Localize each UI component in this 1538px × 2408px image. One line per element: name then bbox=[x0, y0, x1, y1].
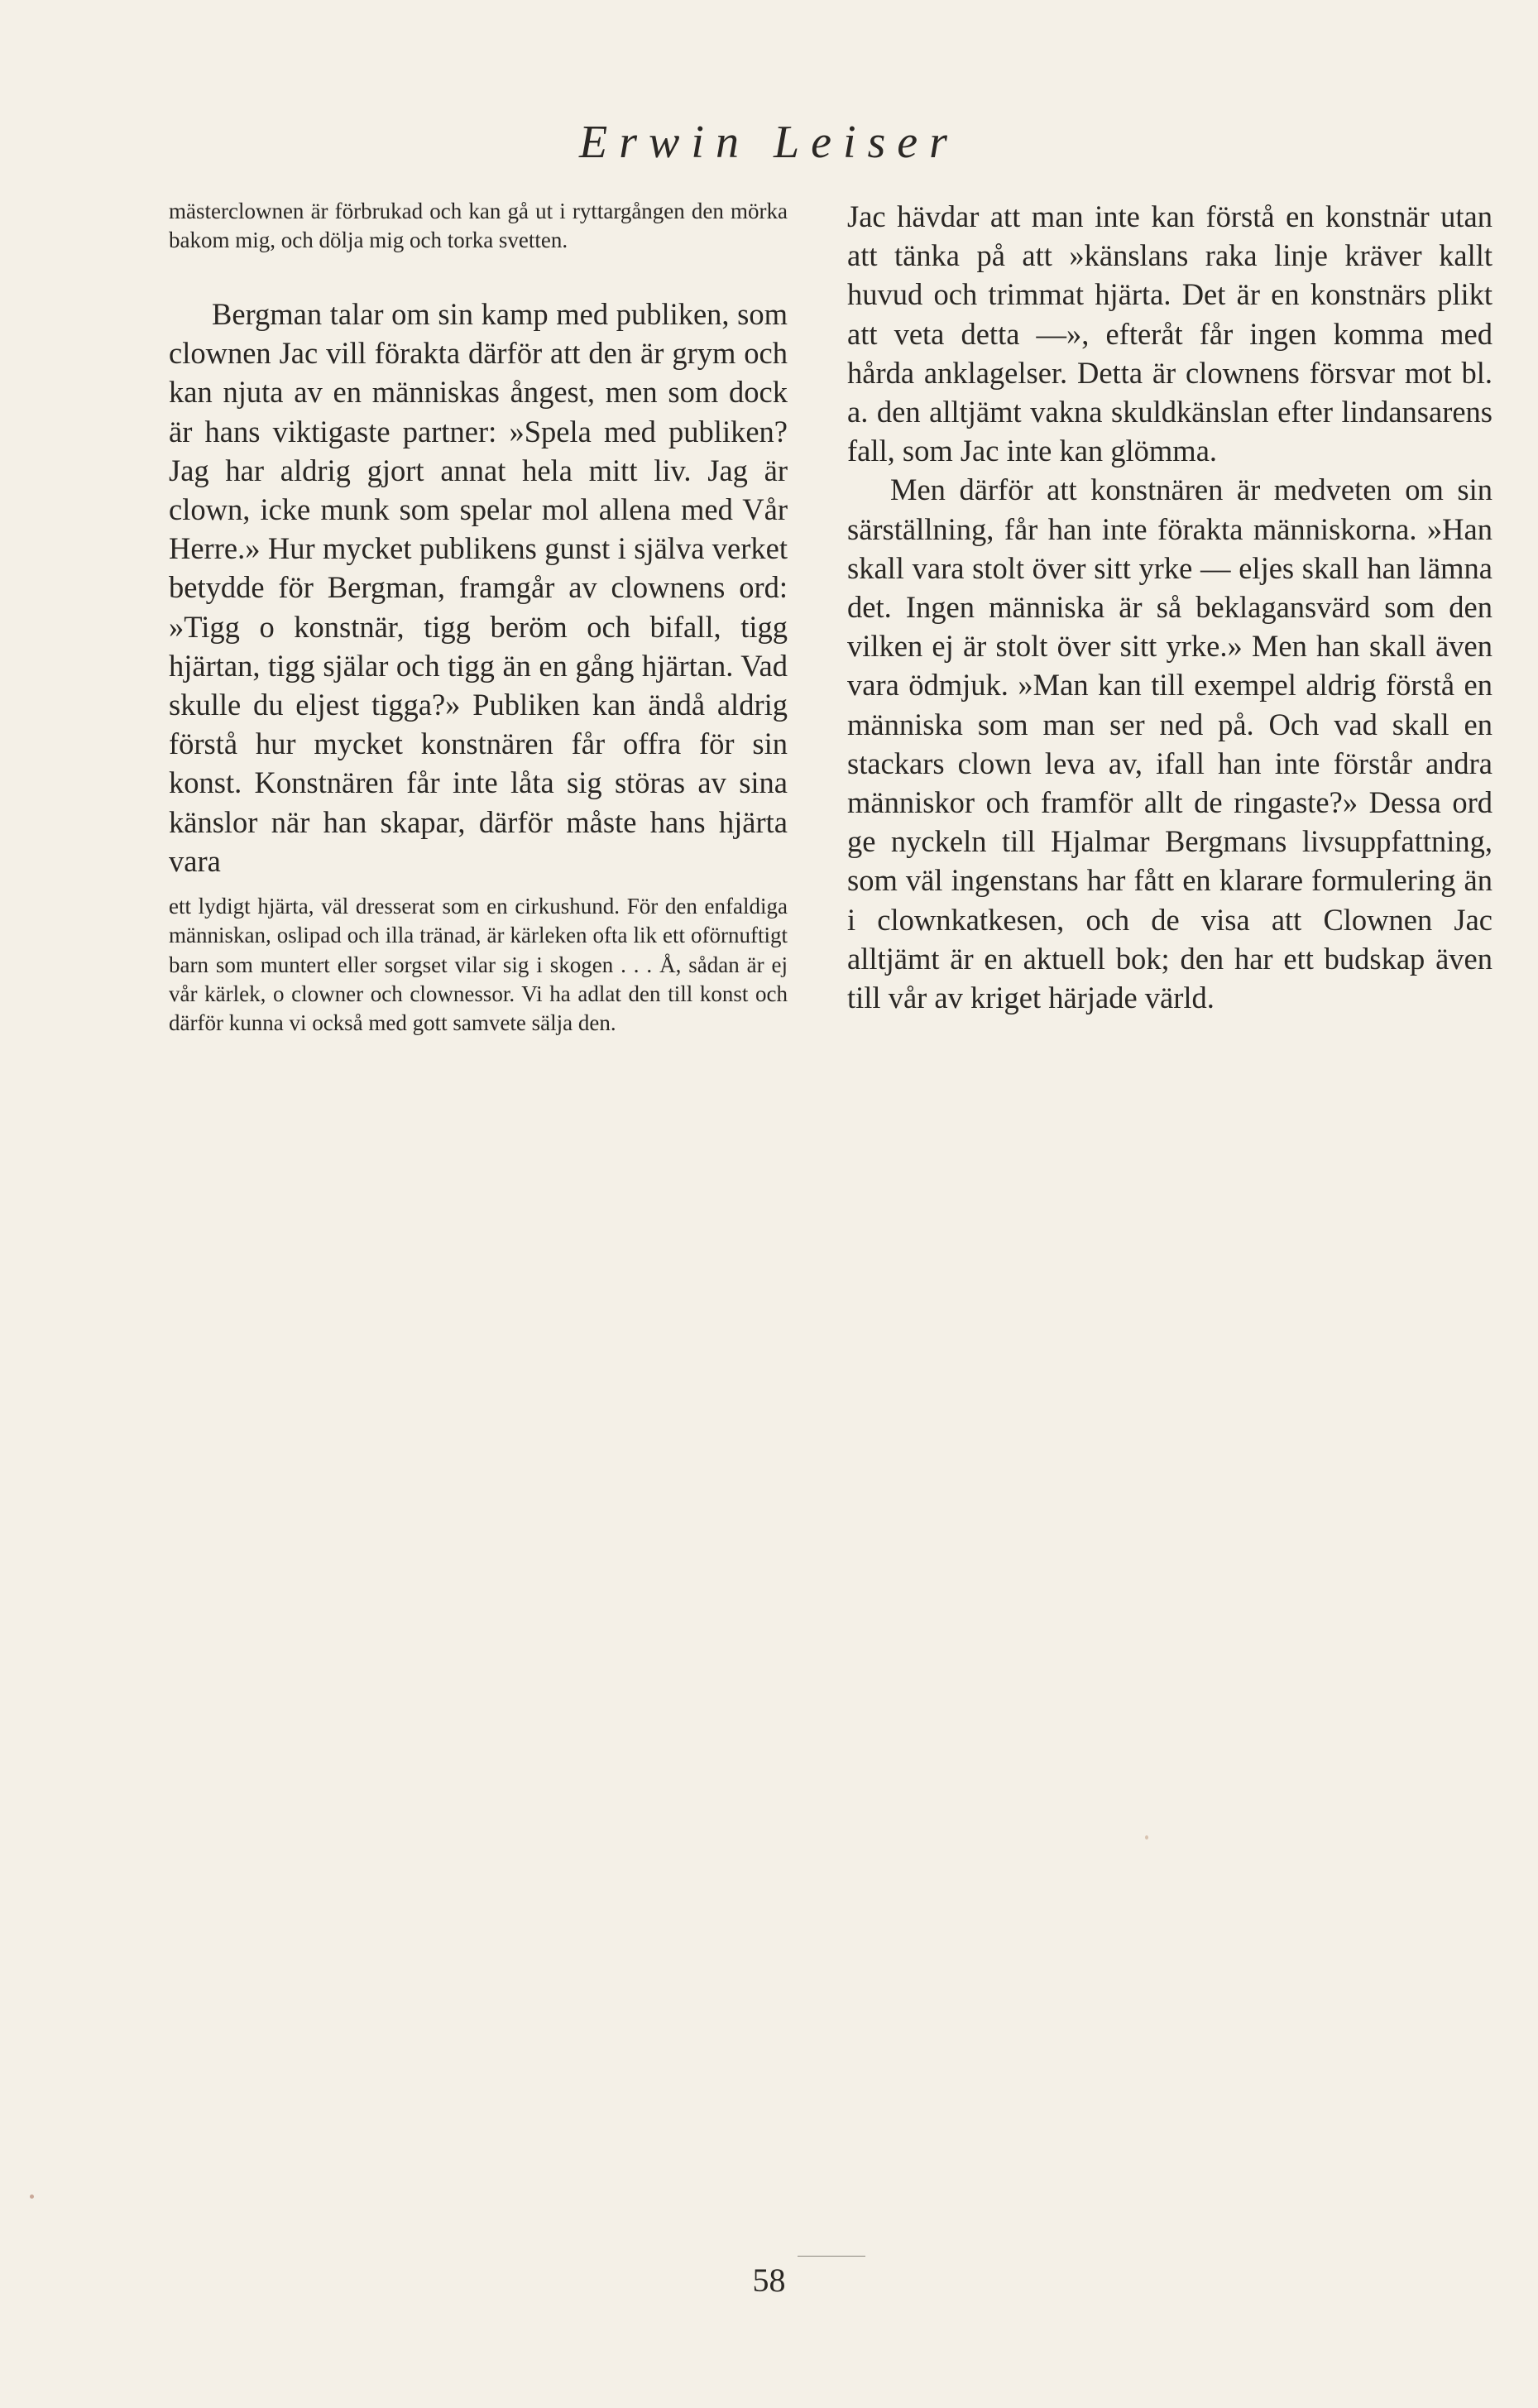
page-number-rule bbox=[798, 2256, 865, 2257]
paper-speck bbox=[30, 2195, 34, 2199]
quote-small-text: ett lydigt hjärta, väl dresserat som en cirkushund. För den enfaldiga människan, oslipad och illa tränad, är kärleken ofta lik ett oförnuftigt barn som muntert eller sorgset vilar sig i skogen . . . Å, sådan är ej vår kärlek, o clowner och clownessor. Vi ha adlat den till konst och därför kunna vi också med gott samvete sälja den. bbox=[169, 894, 788, 1036]
left-column bbox=[169, 197, 788, 1039]
paragraph-bergman-publiken: Bergman talar om sin kamp med publiken, som clownen Jac vill förakta därför att den är grym och kan njuta av en människas ångest, men som dock är hans viktigaste partner: »Spela med publiken? Jag har aldrig gjort annat hela mitt liv. Jag är clown, icke munk som spelar mol allena med Vår Herre.» Hur mycket publikens gunst i själva verket betydde för Bergman, framgår av clownens ord: »Tigg o konstnär, tigg beröm och bifall, tigg hjärtan, tigg själar och tigg än en gång hjärtan. Vad skulle du eljest tigga?» Publiken kan ändå aldrig förstå hur mycket konstnären får offra för sin konst. Konstnären får inte låta sig störas av sina känslor när han skapar, därför måste hans hjärta vara bbox=[169, 297, 788, 878]
running-head: Erwin Leiser bbox=[579, 117, 959, 168]
paragraph-jac-havdar: Jac hävdar att man inte kan förstå en konstnär utan att tänka på att »känslans raka linje kräver kallt huvud och trimmat hjärta. Det är en konstnärs plikt att veta detta —», efteråt får ingen komma med hårda anklagelser. Detta är clownens försvar mot bl. a. den alltjämt vakna skuldkänslan efter lindansarens fall, som Jac inte kan glömma. bbox=[847, 199, 1492, 468]
paper-speck bbox=[1145, 1835, 1148, 1840]
intro-small-text: mästerclownen är förbrukad och kan gå ut i ryttargången den mörka bakom mig, och dölja mig och torka svetten. bbox=[169, 199, 788, 252]
paragraph-men-darfor: Men därför att konstnären är medveten om sin särställning, får han inte förakta människorna. »Han skall vara stolt över sitt yrke — eljes skall han lämna det. Ingen människa är så beklagansvärd som den vilken ej är stolt över sitt yrke.» Men han skall även vara ödmjuk. »Man kan till exempel aldrig förstå en människa som man ser ned på. Och vad skall en stackars clown leva av, ifall han inte förstår andra människor och framför allt de ringaste?» Dessa ord ge nyckeln till Hjalmar Bergmans livsuppfattning, som väl ingenstans har fått en klarare formulering än i clownkatkesen, och de visa att Clownen Jac alltjämt är en aktuell bok; den har ett budskap även till vår av kriget härjade värld. bbox=[847, 472, 1492, 1015]
right-column bbox=[847, 197, 1492, 1017]
page-number: 58 bbox=[752, 2262, 786, 2299]
